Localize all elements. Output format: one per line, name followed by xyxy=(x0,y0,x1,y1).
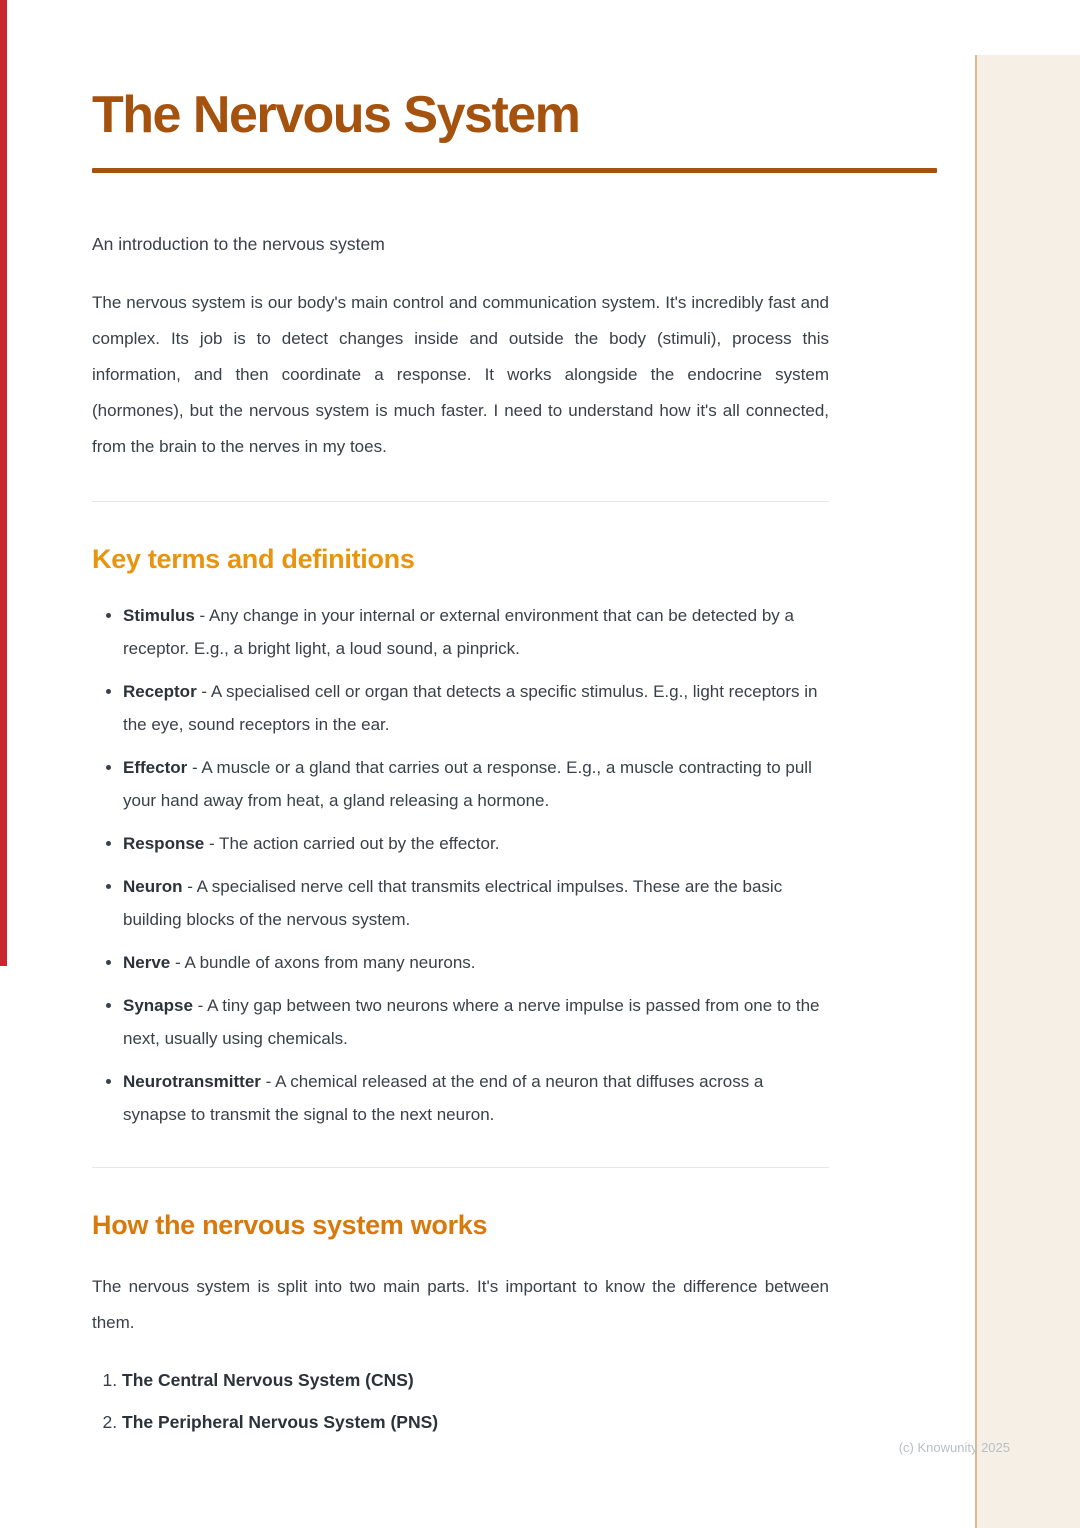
section-divider xyxy=(92,501,829,502)
list-item xyxy=(123,675,829,741)
watermark: (c) Knowunity 2025 xyxy=(898,1440,1010,1455)
term-definition: - A tiny gap between two neurons where a nerve impulse is passed from one to the next, usually using chemicals. xyxy=(123,996,820,1049)
list-item xyxy=(123,599,829,665)
part-label: The Central Nervous System (CNS) xyxy=(122,1370,414,1391)
term-definition: - The action carried out by the effector. xyxy=(208,834,500,854)
how-it-works-paragraph: The nervous system is split into two main parts. It's important to know the difference between them. xyxy=(92,1277,829,1333)
section-divider xyxy=(92,1167,829,1168)
list-item xyxy=(123,827,829,860)
document-content xyxy=(92,0,937,1451)
page-title: The Nervous System xyxy=(92,86,580,144)
list-item xyxy=(123,1065,829,1131)
nervous-system-parts-list xyxy=(92,1367,937,1435)
list-item xyxy=(122,1409,937,1435)
list-item xyxy=(123,751,829,817)
term-definition: - A specialised cell or organ that detects a specific stimulus. E.g., light receptors in the eye, sound receptors in the ear. xyxy=(123,682,818,735)
list-item xyxy=(123,989,829,1055)
list-item xyxy=(123,946,829,979)
term-label: Response xyxy=(123,834,205,854)
term-definition: - A bundle of axons from many neurons. xyxy=(175,953,476,973)
term-label: Receptor xyxy=(123,682,197,702)
term-label: Synapse xyxy=(123,996,193,1016)
part-label: The Peripheral Nervous System (PNS) xyxy=(122,1412,439,1433)
list-item xyxy=(122,1367,937,1393)
term-label: Neuron xyxy=(123,877,183,897)
term-definition: - Any change in your internal or external environment that can be detected by a receptor. E.g., a bright light, a loud sound, a pinprick. xyxy=(123,606,794,659)
term-label: Neurotransmitter xyxy=(123,1072,261,1092)
section-heading-how-it-works: How the nervous system works xyxy=(92,1210,488,1241)
left-accent-bar xyxy=(0,0,7,966)
intro-paragraph: The nervous system is our body's main control and communication system. It's incredibly fast and complex. Its job is to detect changes inside and outside the body (stimuli), process this information, and then coordinate a response. It works alongside the endocrine system (hormones), but the nervous system is much faster. I need to understand how it's all connected, from the brain to the nerves in my toes. xyxy=(92,293,829,457)
term-definition: - A chemical released at the end of a neuron that diffuses across a synapse to transmit the signal to the next neuron. xyxy=(123,1072,764,1125)
section-heading-key-terms: Key terms and definitions xyxy=(92,544,415,575)
term-label: Nerve xyxy=(123,953,171,973)
intro-label: An introduction to the nervous system xyxy=(92,234,385,255)
key-terms-list xyxy=(92,599,829,1131)
term-definition: - A specialised nerve cell that transmits electrical impulses. These are the basic building blocks of the nervous system. xyxy=(123,877,783,930)
title-underline-rule xyxy=(92,168,937,173)
list-item xyxy=(123,870,829,936)
term-label: Effector xyxy=(123,758,188,778)
term-definition: - A muscle or a gland that carries out a response. E.g., a muscle contracting to pull your hand away from heat, a gland releasing a hormone. xyxy=(123,758,812,811)
term-label: Stimulus xyxy=(123,606,195,626)
right-margin-strip xyxy=(975,55,1080,1528)
